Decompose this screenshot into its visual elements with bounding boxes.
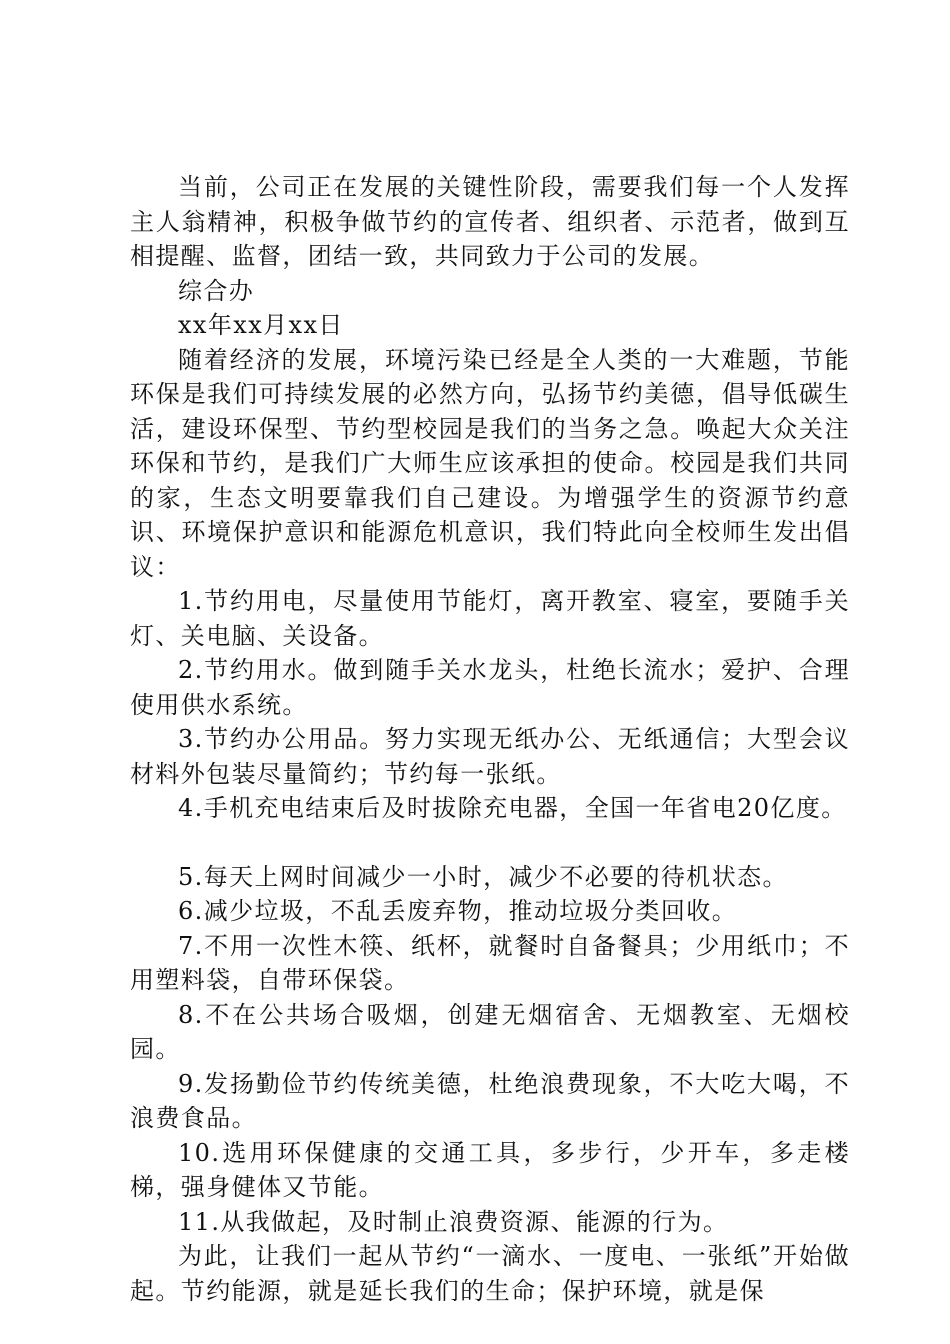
list-item-8: 8.不在公共场合吸烟，创建无烟宿舍、无烟教室、无烟校园。 (130, 1000, 850, 1063)
paragraph-proposal-intro: 随着经济的发展，环境污染已经是全人类的一大难题，节能环保是我们可持续发展的必然方向，弘扬节约美德，倡导低碳生活，建设环保型、节约型校园是我们的当务之急。唤起大众关注环保和节约，是我们广大师生应该承担的使命。校园是我们共同的家，生态文明要靠我们自己建设。为增强学生的资源节约意识、环境保护意识和能源危机意识，我们特此向全校师生发出倡议： (130, 345, 850, 581)
list-item-2: 2.节约用水。做到随手关水龙头，杜绝长流水；爱护、合理使用供水系统。 (130, 656, 850, 719)
list-item-3: 3.节约办公用品。努力实现无纸办公、无纸通信；大型会议材料外包装尽量简约；节约每一张纸。 (130, 725, 850, 788)
signature-date: xx年xx月xx日 (178, 311, 344, 339)
document-body (130, 170, 850, 1308)
list-item-5: 5.每天上网时间减少一小时，减少不必要的待机状态。 (178, 862, 788, 891)
list-item-7: 7.不用一次性木筷、纸杯，就餐时自备餐具；少用纸巾；不用塑料袋，自带环保袋。 (130, 931, 850, 994)
list-item-4: 4.手机充电结束后及时拔除充电器，全国一年省电20亿度。 (178, 794, 847, 822)
paragraph-company-development: 当前，公司正在发展的关键性阶段，需要我们每一个人发挥主人翁精神，积极争做节约的宣传者、组织者、示范者，做到互相提醒、监督，团结一致，共同致力于公司的发展。 (130, 173, 850, 270)
list-item-1: 1.节约用电，尽量使用节能灯，离开教室、寝室，要随手关灯、关电脑、关设备。 (130, 587, 850, 650)
paragraph-closing: 为此，让我们一起从节约“一滴水、一度电、一张纸”开始做起。节约能源，就是延长我们的生命；保护环境，就是保 (130, 1242, 850, 1305)
list-item-11: 11.从我做起，及时制止浪费资源、能源的行为。 (178, 1207, 729, 1236)
list-item-6: 6.减少垃圾，不乱丢废弃物，推动垃圾分类回收。 (178, 897, 738, 925)
signature-department: 综合办 (178, 276, 255, 305)
list-item-9: 9.发扬勤俭节约传统美德，杜绝浪费现象，不大吃大喝，不浪费食品。 (130, 1069, 850, 1132)
list-item-10: 10.选用环保健康的交通工具，多步行，少开车，多走楼梯，强身健体又节能。 (130, 1138, 850, 1201)
